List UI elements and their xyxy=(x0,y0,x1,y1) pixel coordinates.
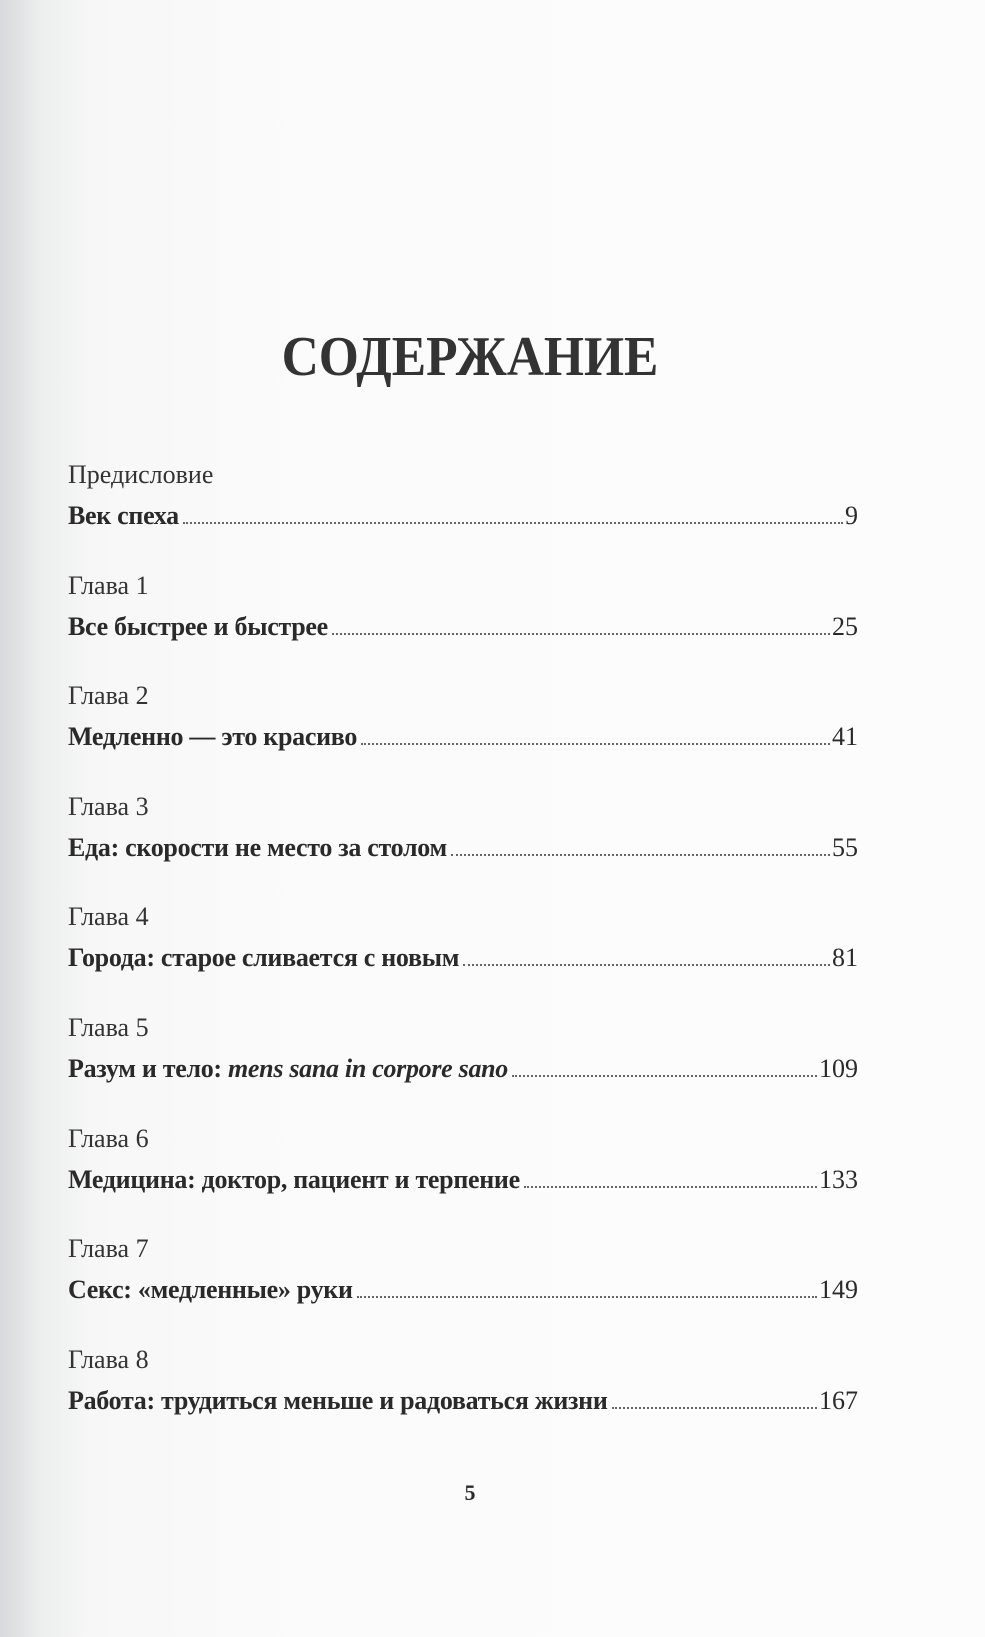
toc-row xyxy=(68,609,858,645)
toc-entry xyxy=(68,792,858,866)
chapter-title-text: Разум и тело: xyxy=(68,1054,228,1083)
chapter-title-text: Медицина: доктор, пациент и терпение xyxy=(68,1164,520,1194)
page-number: 5 xyxy=(464,1480,476,1505)
chapter-label: Глава 7 xyxy=(68,1234,149,1264)
chapter-label: Глава 8 xyxy=(68,1344,149,1374)
page-ref: 41 xyxy=(832,722,858,752)
toc-entry xyxy=(68,1124,858,1198)
chapter-label: Глава 6 xyxy=(68,1123,149,1153)
page-ref: 149 xyxy=(819,1275,858,1305)
page-ref: 9 xyxy=(845,501,858,530)
toc-entry xyxy=(68,681,858,755)
dot-leader xyxy=(524,1185,817,1188)
toc-entry xyxy=(68,1345,858,1419)
chapter-title-text: Секс: «медленные» руки xyxy=(68,1275,353,1305)
page-ref: 109 xyxy=(819,1054,858,1083)
toc-entry xyxy=(68,1013,858,1087)
chapter-title-text: Работа: трудиться меньше и радоваться жизни xyxy=(68,1385,608,1415)
dot-leader xyxy=(451,853,830,856)
dot-leader xyxy=(463,963,830,966)
chapter-title xyxy=(68,498,179,534)
chapter-title xyxy=(68,1272,353,1308)
chapter-label: Глава 4 xyxy=(68,902,149,932)
page-ref: 167 xyxy=(819,1385,858,1415)
chapter-label: Глава 2 xyxy=(68,681,149,711)
toc-row xyxy=(68,1272,858,1308)
dot-leader xyxy=(612,1406,817,1409)
page-ref: 25 xyxy=(832,611,858,641)
toc-entry xyxy=(68,460,858,534)
chapter-title-text: Города: старое сливается с новым xyxy=(68,943,460,973)
chapter-title xyxy=(68,609,328,645)
toc-row xyxy=(68,1383,858,1419)
chapter-title-text: Медленно — это красиво xyxy=(68,722,358,752)
chapter-title-text: Еда: скорости не место за столом xyxy=(68,832,447,862)
chapter-title xyxy=(68,1383,608,1419)
chapter-title xyxy=(68,940,459,976)
dot-leader xyxy=(512,1074,817,1077)
dot-leader xyxy=(183,521,843,524)
chapter-label: Глава 3 xyxy=(68,791,149,821)
dot-leader xyxy=(361,742,830,745)
chapter-title-italic: mens sana in corpore sano xyxy=(228,1054,508,1083)
chapter-title xyxy=(68,1162,520,1198)
chapter-title-text: Век спеха xyxy=(68,501,179,530)
page-ref: 81 xyxy=(832,943,858,973)
chapter-label: Глава 5 xyxy=(68,1013,149,1042)
page-title: СОДЕРЖАНИЕ xyxy=(281,326,659,388)
chapter-title xyxy=(68,1051,508,1087)
dot-leader xyxy=(357,1295,817,1298)
toc-entry xyxy=(68,1234,858,1308)
toc-row xyxy=(68,940,858,976)
toc-row xyxy=(68,830,858,866)
toc-entry xyxy=(68,571,858,645)
chapter-title-text: Все быстрее и быстрее xyxy=(68,611,328,641)
toc-row xyxy=(68,1051,858,1087)
toc-row xyxy=(68,1162,858,1198)
toc-entry xyxy=(68,902,858,976)
chapter-label: Глава 1 xyxy=(68,570,149,600)
chapter-title xyxy=(68,830,447,866)
page-ref: 133 xyxy=(819,1164,858,1194)
chapter-title xyxy=(68,719,357,755)
chapter-label: Предисловие xyxy=(68,460,214,489)
page-ref: 55 xyxy=(832,832,858,862)
dot-leader xyxy=(332,632,830,635)
toc-row xyxy=(68,719,858,755)
toc-row xyxy=(68,498,858,534)
